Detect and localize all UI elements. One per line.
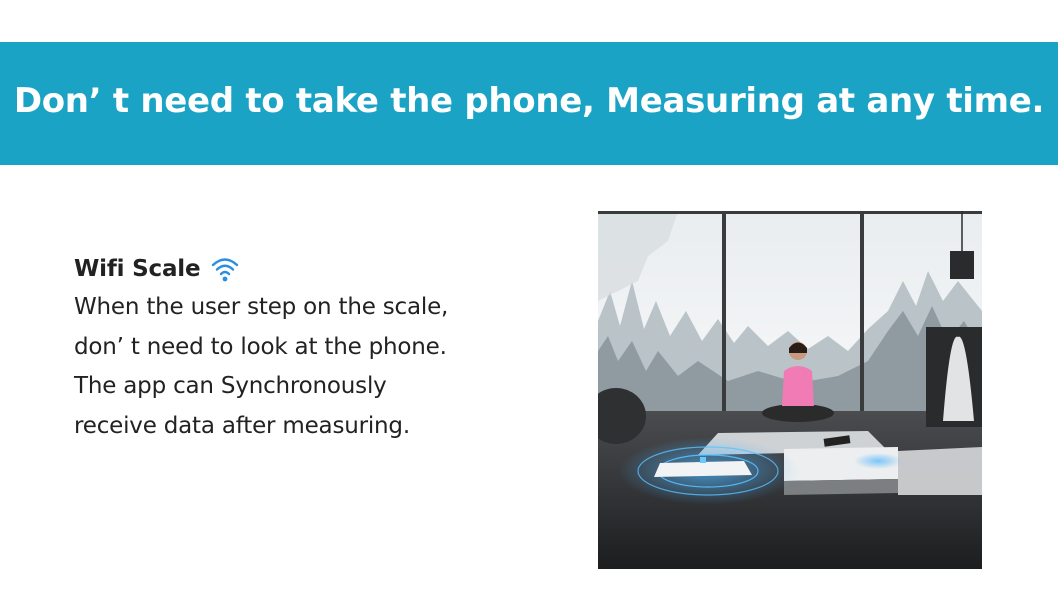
living-room-illustration [598,211,982,569]
banner-title: Don’ t need to take the phone, Measuring at any time. [13,80,1045,121]
feature-description: When the user step on the scale, don’ t need to look at the phone. The app can Synchronously receive data after measuring. [74,294,449,439]
feature-text-block [74,250,474,446]
feature-heading: Wifi Scale [74,256,201,282]
header-banner [0,42,1058,165]
living-room-photo [598,211,982,569]
feature-heading-row [74,250,474,288]
wifi-icon [210,254,240,284]
